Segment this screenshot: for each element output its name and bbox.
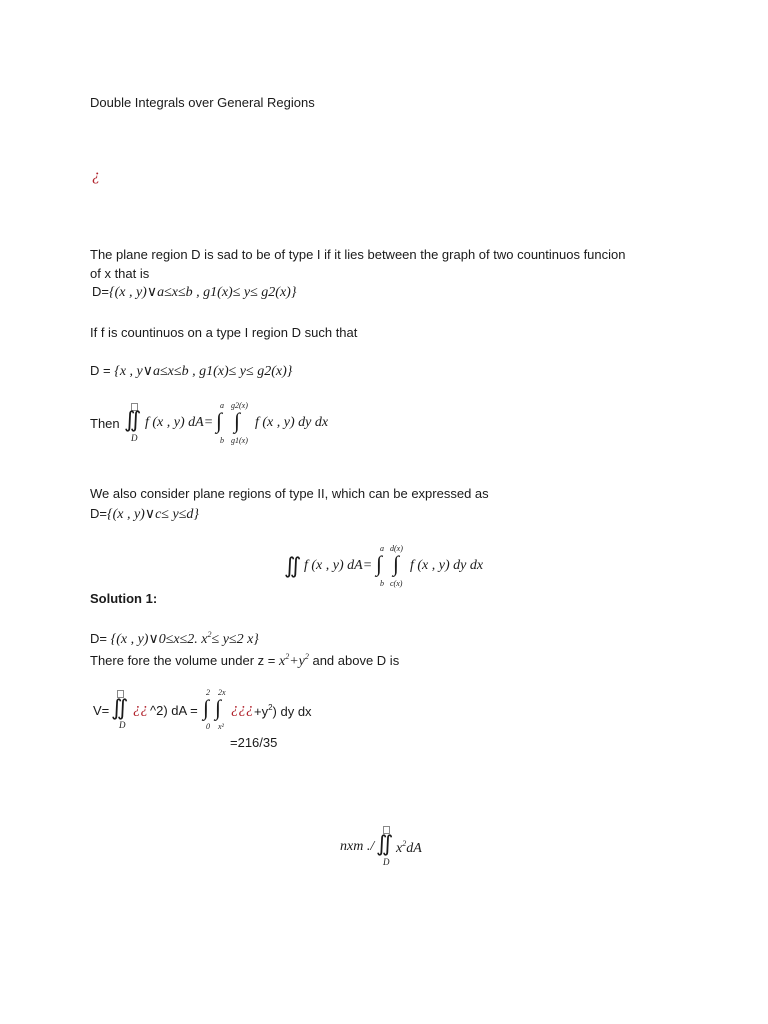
then-lhs: f (x , y) dA= — [145, 415, 214, 430]
v-lower2: x² — [218, 722, 224, 731]
solution-region-tail: ≤ y≤2 x} — [211, 632, 259, 647]
then-upper2: g2(x) — [231, 401, 248, 410]
v-double-integral: ∬ — [111, 695, 129, 720]
type1-region-body: {x , y∨a≤x≤b , g1(x)≤ y≤ g2(x)} — [114, 364, 293, 379]
v-int1: ∫ — [203, 695, 210, 720]
volume-text — [90, 652, 399, 670]
type2-lower1: b — [380, 579, 384, 588]
stray-glyph: ¿ — [92, 167, 100, 184]
then-lower1: b — [220, 436, 224, 445]
bottom-integrand — [396, 839, 422, 857]
type2-formula-prefix: D= — [90, 506, 107, 521]
then-upper1: a — [220, 401, 224, 410]
type1-text-line1: The plane region D is sad to be of type I if it lies between the graph of two countinuos funcion — [90, 247, 626, 262]
type1-formula-body: {(x , y)∨a≤x≤b , g1(x)≤ y≤ g2(x)} — [108, 285, 297, 300]
type2-lower2: c(x) — [390, 579, 403, 588]
v-region-label: D — [119, 720, 126, 730]
then-label: Then — [90, 416, 120, 431]
v-upper2: 2x — [218, 688, 226, 697]
type1-formula-prefix: D= — [92, 284, 109, 299]
type2-int1: ∫ — [376, 551, 383, 576]
bottom-x: x — [396, 841, 403, 856]
v-prefix: V= — [93, 703, 110, 718]
type1-region-prefix: D = — [90, 363, 111, 378]
v-glyphs2: ¿¿¿ — [231, 701, 254, 717]
type2-formula-body: {(x , y)∨c≤ y≤d} — [106, 507, 199, 522]
v-tail-y: +y — [254, 704, 269, 719]
solution-region-prefix: D= — [90, 631, 107, 646]
type1-formula — [92, 284, 296, 301]
solution-region-sup: 2 — [207, 630, 212, 639]
bottom-sup: 2 — [402, 839, 407, 848]
volume-y-sup: 2 — [304, 652, 309, 661]
type2-upper2: d(x) — [390, 544, 403, 553]
solution-region — [90, 630, 259, 648]
bottom-region-label: D — [383, 857, 390, 867]
volume-x: x — [278, 654, 286, 669]
then-int2: ∫ — [234, 408, 241, 433]
type2-text: We also consider plane regions of type II, which can be expressed as — [90, 486, 489, 501]
type2-int2: ∫ — [393, 551, 400, 576]
type1-continuity-text: If f is countinuos on a type I region D such that — [90, 325, 358, 340]
type2-lhs: f (x , y) dA= — [304, 558, 373, 573]
v-lower1: 0 — [206, 722, 210, 731]
v-tail — [254, 703, 312, 719]
solution-heading: Solution 1: — [90, 591, 158, 606]
result-value: =216/35 — [230, 735, 278, 750]
v-tail-text: ) dy dx — [272, 704, 312, 719]
bottom-double-integral: ∬ — [376, 831, 394, 856]
type2-double-integral: ∬ — [284, 553, 302, 578]
solution-region-main: {(x , y)∨0≤x≤2. x — [110, 632, 208, 647]
then-region-label: D — [131, 433, 138, 443]
bottom-prefix: nxm ./ — [340, 839, 375, 854]
v-mid: ^2) dA = — [150, 703, 198, 718]
then-lower2: g1(x) — [231, 436, 248, 445]
type1-text-line2: of x that is — [90, 266, 150, 281]
v-int2: ∫ — [215, 695, 222, 720]
bottom-tail: dA — [406, 841, 422, 856]
v-upper1: 2 — [206, 688, 210, 697]
volume-text-tail: and above D is — [308, 653, 400, 668]
then-rhs: f (x , y) dy dx — [255, 415, 329, 430]
type2-rhs: f (x , y) dy dx — [410, 558, 484, 573]
then-double-integral: ∬ — [124, 407, 142, 432]
page-title: Double Integrals over General Regions — [90, 95, 315, 110]
solution-region-body — [111, 632, 259, 647]
volume-text-lead: There fore the volume under z = — [90, 653, 279, 668]
type2-formula — [90, 506, 199, 523]
type1-region-formula — [90, 363, 292, 380]
then-int1: ∫ — [216, 408, 223, 433]
v-glyphs1: ¿¿ — [133, 701, 148, 717]
v-tail-sup: 2 — [268, 703, 273, 712]
type2-upper1: a — [380, 544, 384, 553]
volume-x-sup: 2 — [285, 652, 290, 661]
volume-y: +y — [289, 654, 305, 669]
